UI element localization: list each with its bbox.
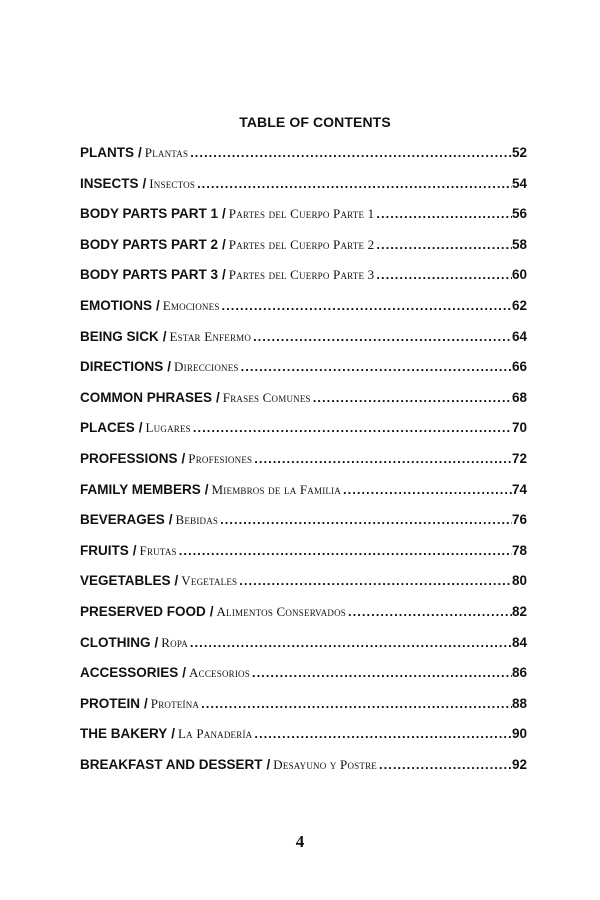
dot-leader: [191, 420, 512, 435]
toc-entry-separator: /: [156, 297, 160, 313]
toc-entry-english: PROTEIN: [80, 695, 141, 711]
dot-leader: [177, 543, 512, 558]
toc-entry: [80, 757, 527, 788]
toc-entry-page: 60: [511, 267, 527, 283]
toc-entry: [80, 390, 527, 421]
toc-entry-page: 56: [511, 206, 527, 222]
toc-entry-page: 72: [511, 450, 527, 466]
toc-entry: [80, 145, 527, 176]
toc-entry-separator: /: [132, 542, 137, 558]
toc-entry-english: BODY PARTS PART 2: [80, 236, 219, 252]
dot-leader: [218, 512, 512, 527]
toc-entry-english: PLACES: [80, 420, 135, 436]
toc-entry-english: BODY PARTS PART 3: [80, 267, 219, 283]
toc-entry-english: CLOTHING: [80, 634, 151, 650]
toc-entry-english: BREAKFAST AND DESSERT: [80, 756, 263, 772]
toc-entry-spanish: Estar Enfermo: [169, 328, 252, 344]
toc-entry-separator: /: [167, 359, 172, 375]
toc-entry: [80, 329, 527, 360]
toc-entry-spanish: Accesorios: [189, 665, 250, 681]
toc-entry-english: VEGETABLES: [80, 573, 171, 589]
toc-entry-spanish: Insectos: [149, 175, 196, 191]
toc-entry-separator: /: [154, 634, 159, 650]
toc-entry-page: 88: [511, 695, 527, 711]
toc-entry-separator: /: [182, 665, 187, 681]
dot-leader: [311, 390, 512, 405]
dot-leader: [188, 145, 512, 160]
toc-entry: [80, 665, 527, 696]
toc-entry-spanish: Emociones: [162, 297, 220, 313]
toc-entry-separator: /: [162, 328, 167, 344]
toc-entry-separator: /: [222, 236, 226, 252]
toc-entry-page: 64: [511, 328, 527, 344]
toc-entry-english: DIRECTIONS: [80, 359, 164, 375]
toc-entry-page: 92: [511, 756, 527, 772]
toc-entry-separator: /: [168, 512, 173, 528]
toc-entry-spanish: Desayuno y Postre: [273, 756, 377, 772]
toc-list: [80, 145, 527, 787]
dot-leader: [374, 237, 512, 252]
toc-entry-english: THE BAKERY: [80, 726, 168, 742]
toc-entry-separator: /: [138, 145, 142, 160]
toc-entry: [80, 482, 527, 513]
toc-entry-spanish: Direcciones: [174, 359, 239, 375]
toc-entry-spanish: Alimentos Conservados: [216, 603, 347, 619]
toc-entry-page: 90: [511, 726, 527, 742]
toc-entry-separator: /: [181, 450, 186, 466]
toc-entry-english: FRUITS: [80, 542, 129, 558]
toc-entry-page: 54: [511, 175, 527, 191]
toc-entry: [80, 604, 527, 635]
dot-leader: [374, 267, 512, 282]
toc-entry-english: COMMON PHRASES: [80, 389, 213, 405]
toc-entry: [80, 573, 527, 604]
toc-entry-english: PRESERVED FOOD: [80, 603, 206, 619]
dot-leader: [251, 329, 512, 344]
toc-entry-spanish: Vegetales: [181, 573, 238, 589]
toc-entry: [80, 206, 527, 237]
toc-entry-page: 74: [511, 481, 527, 497]
toc-entry-separator: /: [266, 756, 271, 772]
toc-entry: [80, 298, 527, 329]
toc-entry-page: 58: [511, 236, 527, 252]
toc-entry-page: 84: [511, 634, 527, 650]
toc-entry-separator: /: [138, 420, 143, 436]
toc-entry: [80, 512, 527, 543]
toc-entry-english: INSECTS: [80, 175, 139, 191]
dot-leader: [195, 176, 512, 191]
toc-entry-spanish: Frutas: [139, 542, 177, 558]
toc-entry-separator: /: [204, 481, 209, 497]
toc-entry-spanish: Proteína: [150, 695, 200, 711]
dot-leader: [346, 604, 512, 619]
toc-entry: [80, 359, 527, 390]
toc-entry-spanish: Frases Comunes: [222, 389, 311, 405]
toc-entry-separator: /: [174, 573, 179, 589]
toc-entry: [80, 267, 527, 298]
toc-title: TABLE OF CONTENTS: [239, 114, 391, 130]
toc-entry-spanish: Miembros de la Familia: [211, 481, 341, 497]
toc-entry: [80, 237, 527, 268]
toc-entry: [80, 726, 527, 757]
dot-leader: [377, 757, 512, 772]
dot-leader: [188, 635, 512, 650]
toc-entry-separator: /: [171, 726, 176, 742]
dot-leader: [199, 696, 512, 711]
toc-entry-page: 82: [511, 603, 527, 619]
toc-entry: [80, 420, 527, 451]
toc-entry-spanish: Profesiones: [188, 450, 253, 466]
toc-entry-separator: /: [209, 603, 214, 619]
toc-entry-spanish: Partes del Cuerpo Parte 2: [228, 236, 375, 252]
dot-leader: [374, 206, 512, 221]
toc-entry-separator: /: [144, 695, 148, 711]
toc-entry: [80, 635, 527, 666]
toc-entry-english: BEVERAGES: [80, 512, 165, 528]
toc-entry-spanish: Lugares: [145, 420, 191, 436]
toc-entry-separator: /: [142, 175, 147, 191]
toc-entry-spanish: Partes del Cuerpo Parte 3: [228, 267, 375, 283]
dot-leader: [341, 482, 512, 497]
dot-leader: [237, 573, 512, 588]
toc-entry-spanish: Ropa: [161, 634, 188, 650]
dot-leader: [220, 298, 512, 313]
toc-entry: [80, 696, 527, 727]
toc-entry: [80, 176, 527, 207]
toc-entry-page: 86: [511, 665, 527, 681]
toc-entry-page: 76: [511, 512, 527, 528]
toc-entry-page: 52: [511, 145, 527, 160]
toc-entry-page: 78: [511, 542, 527, 558]
dot-leader: [252, 726, 512, 741]
toc-entry-page: 66: [511, 359, 527, 375]
toc-entry-english: PROFESSIONS: [80, 450, 178, 466]
dot-leader: [252, 451, 512, 466]
toc-entry-separator: /: [216, 389, 220, 405]
toc-entry-page: 62: [511, 297, 527, 313]
toc-entry-page: 70: [511, 420, 527, 436]
toc-entry-separator: /: [222, 267, 226, 283]
toc-entry: [80, 451, 527, 482]
toc-entry-page: 68: [511, 389, 527, 405]
toc-entry-spanish: La Panadería: [178, 726, 253, 742]
toc-entry: [80, 543, 527, 574]
toc-entry-page: 80: [511, 573, 527, 589]
toc-entry-english: PLANTS: [80, 145, 134, 160]
toc-entry-spanish: Plantas: [144, 145, 189, 160]
dot-leader: [239, 359, 512, 374]
page-number: 4: [295, 832, 305, 851]
toc-entry-english: FAMILY MEMBERS: [80, 481, 201, 497]
toc-entry-english: BEING SICK: [80, 328, 159, 344]
toc-entry-english: BODY PARTS PART 1: [80, 206, 219, 222]
toc-entry-english: ACCESSORIES: [80, 665, 179, 681]
toc-entry-spanish: Bebidas: [175, 512, 219, 528]
toc-entry-spanish: Partes del Cuerpo Parte 1: [228, 206, 375, 222]
toc-entry-separator: /: [222, 206, 226, 222]
toc-entry-english: EMOTIONS: [80, 297, 153, 313]
dot-leader: [250, 665, 512, 680]
